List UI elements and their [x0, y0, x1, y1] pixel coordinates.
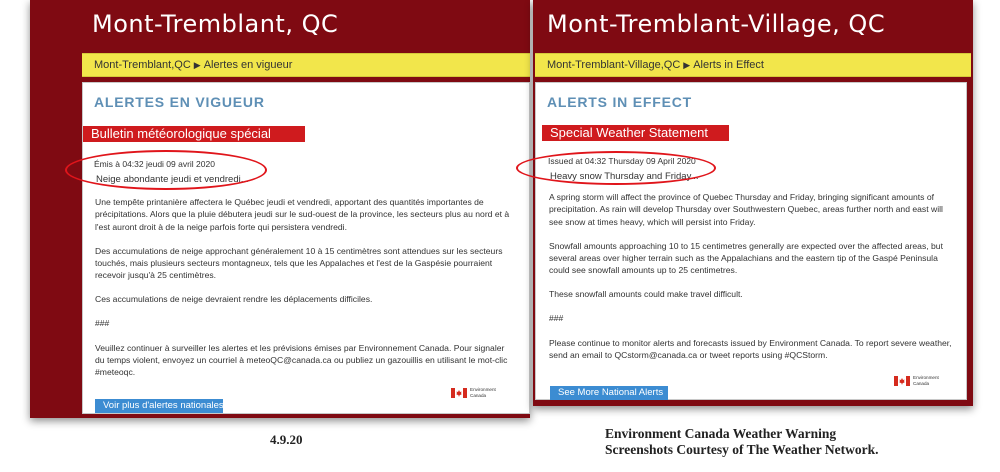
alert-body: [95, 196, 515, 390]
alert-panel-french: [30, 0, 530, 418]
alert-paragraph: Veuillez continuer à surveiller les alertes et les prévisions émises par Environnement Canada. Pour signaler du temps violent, envoyez un courriel à meteoQC@canada.ca ou publiez un gazouillis en utilisant le mot-clic #meteoqc.: [95, 342, 508, 378]
alert-paragraph: ###: [95, 318, 110, 329]
annotation-ellipse: [516, 151, 716, 185]
more-national-alerts-button[interactable]: See More National Alerts: [550, 386, 668, 400]
caption-date: 4.9.20: [270, 432, 303, 447]
page-heading: ALERTS IN EFFECT: [547, 94, 693, 110]
triangle-right-icon: ▶: [683, 60, 691, 70]
breadcrumb-current-page: Alertes en vigueur: [203, 59, 293, 71]
issued-timestamp: Issued at 04:32 Thursday 09 April 2020: [548, 156, 696, 166]
alert-paragraph: Des accumulations de neige approchant généralement 10 à 15 centimètres sont attendues sur les secteurs touchés, mais plusieurs secteurs montagneux, tels que les Appalaches et l'est de la Gaspésie pourraient recevoir jusqu'à 25 centimètres.: [95, 245, 503, 281]
breadcrumb: [535, 53, 971, 77]
alert-paragraph: A spring storm will affect the province of Quebec Thursday and Friday, bringing significant amounts of precipitation. As rain will develop Thursday over Southwestern Quebec, areas further north and east will see snow at times heavy, which will persist into Friday.: [549, 192, 943, 227]
canada-flag-icon: [894, 376, 910, 386]
alert-content: [535, 82, 967, 400]
more-national-alerts-button[interactable]: Voir plus d'alertes nationales: [95, 399, 223, 413]
canada-flag-icon: [451, 388, 467, 398]
logo-text-line: Environment: [470, 387, 496, 392]
alert-content: [82, 82, 530, 414]
breadcrumb-location-link[interactable]: Mont-Tremblant-Village,QC: [547, 59, 681, 71]
caption-credit-line: Environment Canada Weather Warning: [605, 426, 837, 441]
alert-paragraph: These snowfall amounts could make travel difficult.: [549, 289, 743, 300]
alert-panel-english: [533, 0, 973, 406]
issued-timestamp: Émis à 04:32 jeudi 09 avril 2020: [94, 159, 215, 169]
alert-paragraph: Please continue to monitor alerts and forecasts issued by Environment Canada. To report severe weather, send an email to QCstorm@canada.ca or tweet reports using #QCStorm.: [549, 337, 952, 360]
caption-credit: [605, 426, 878, 458]
alert-paragraph: Ces accumulations de neige devraient rendre les déplacements difficiles.: [95, 294, 373, 305]
environment-canada-logo: [894, 373, 954, 389]
alert-paragraph: ###: [549, 313, 564, 324]
page-heading: ALERTES EN VIGUEUR: [94, 94, 265, 110]
alert-paragraph: Une tempête printanière affectera le Québec jeudi et vendredi, apportant des quantités importantes de précipitations. Alors que la pluie débutera jeudi sur le sud-ouest de la province, les secteurs plus au nord et à l'est auront droit à de la neige parfois forte qui persistera vendredi.: [95, 197, 510, 232]
logo-text-line: Canada: [470, 392, 487, 398]
logo-text-line: Canada: [913, 380, 930, 386]
location-title: Mont-Tremblant-Village, QC: [547, 10, 886, 38]
annotation-ellipse: [65, 150, 267, 190]
breadcrumb-location-link[interactable]: Mont-Tremblant,QC: [94, 59, 191, 71]
caption-credit-line: Screenshots Courtesy of The Weather Network.: [605, 442, 879, 457]
triangle-right-icon: ▶: [193, 60, 201, 70]
alert-summary: Neige abondante jeudi et vendredi...: [96, 174, 249, 185]
alert-summary: Heavy snow Thursday and Friday...: [550, 171, 699, 182]
alert-paragraph: Snowfall amounts approaching 10 to 15 centimetres generally are expected over the affected areas, but several areas over higher terrain such as the Appalachians and the eastern tip of the Gaspé Peninsula could see snowfall amounts up to 25 centimetres.: [549, 240, 943, 276]
location-title: Mont-Tremblant, QC: [92, 10, 339, 38]
breadcrumb: [82, 53, 530, 77]
environment-canada-logo: [451, 385, 511, 401]
alert-body: [549, 191, 959, 373]
breadcrumb-current-page: Alerts in Effect: [693, 59, 764, 71]
bulletin-title-bar: Special Weather Statement: [542, 125, 729, 141]
bulletin-title-bar: Bulletin météorologique spécial: [83, 126, 305, 142]
logo-text-line: Environment: [913, 375, 939, 380]
